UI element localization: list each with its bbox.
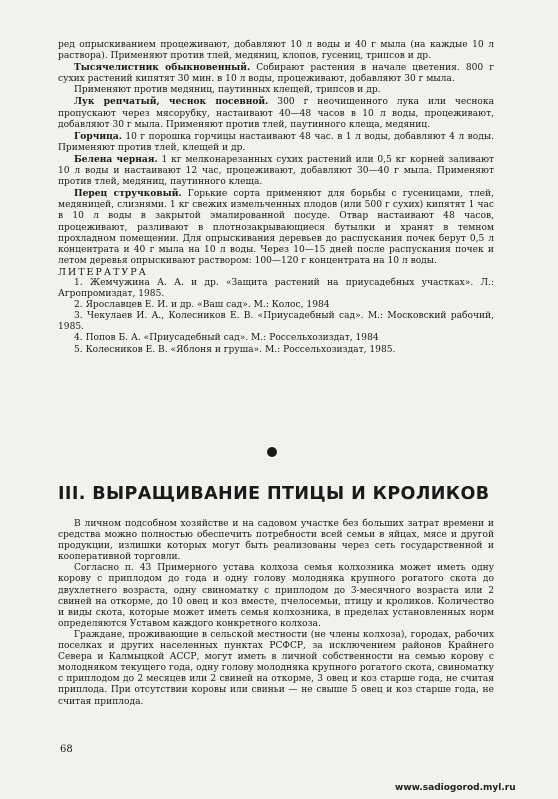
term-heading: Белена черная. — [74, 153, 158, 165]
paragraph-text: 1 кг мелконарезанных сухих растений или 0,5 кг корней заливают 10 л воды и настаивают 12 час, процеживают, добавляют 30—40 г мыла. Применяют против тлей, медяниц, паутинного клеща. — [58, 154, 495, 188]
paragraph — [58, 96, 494, 130]
reference-item: 2. Ярославцев Е. И. и др. «Ваш сад». М.: Колос, 1984 — [74, 300, 330, 311]
term-heading: Перец стручковый. — [74, 188, 182, 200]
chapter-title: III. ВЫРАЩИВАНИЕ ПТИЦЫ И КРОЛИКОВ — [58, 484, 490, 504]
reference-item: 4. Попов Б. А. «Приусадебный сад». М.: Россельхозиздат, 1984 — [74, 333, 379, 344]
section-divider-bullet — [267, 447, 277, 457]
paragraph: Согласно п. 43 Примерного устава колхоза семья колхозника может иметь одну корову с приплодом до года и одну голову молодняка крупного рогатого скота до двухлетнего возраста, одну свиноматку с приплодом до 3-месячного возраста или 2 свиней на откорме, до 10 овец и коз вместе, пчелосемьи, птицу и кроликов. Количество и виды скота, которые может иметь семья колхозника, в пределах установленных норм определяются Уставом каждого конкретного колхоза. — [58, 563, 494, 629]
page-number: 68 — [60, 744, 73, 755]
paragraph-text: Собирают растения в начале цветения. 800 г сухих растений кипятят 30 мин. в 10 л воды, процеживают, добавляют 30 г мыла. — [58, 63, 494, 85]
term-heading: Лук репчатый, чеснок посевной. — [74, 96, 269, 108]
reference-item: 3. Чекулаев И. А., Колесников Е. В. «Приусадебный сад». М.: Московский рабочий, 1985. — [58, 311, 494, 333]
paragraph — [58, 188, 494, 267]
top-text-block — [58, 40, 494, 356]
literature-heading: ЛИТЕРАТУРА — [58, 266, 148, 278]
chapter-text-block — [58, 519, 494, 708]
term-heading: Горчица. — [74, 130, 122, 142]
paragraph — [58, 154, 494, 188]
term-heading: Тысячелистник обыкновенный. — [74, 62, 251, 74]
paragraph: Граждане, проживающие в сельской местности (не члены колхоза), городах, рабочих поселках и других населенных пунктах РСФСР, за исключением районов Крайнего Севера и Калмыцкой АССР, могут иметь в личной собственности на семью корову с молодняком текущего года, одну голову молодняка крупного рогатого скота, свиноматку с приплодом до 2 месяцев или 2 свиней на откорме, 3 овец и коз старше года, не считая приплода. При отсутствии коровы или свиньи — не свыше 5 овец и коз старше года, не считая приплода. — [58, 629, 494, 707]
watermark-url: www.sadiogorod.myl.ru — [395, 783, 516, 793]
paragraph: ред опрыскиванием процеживают, добавляют 10 л воды и 40 г мыла (на каждые 10 л раствора). Применяют против тлей, медяниц, клопов, гусениц, трипсов и др. — [58, 40, 494, 62]
paragraph-text: 300 г неочищенного лука или чеснока пропускают через мясорубку, настаивают 40—48 часов в 10 л воды, процеживают, добавляют 30 г мыла. Применяют против тлей, паутинного клеща, медяниц. — [58, 97, 495, 130]
reference-item: 1. Жемчужина А. А. и др. «Защита растений на приусадебных участках». Л.: Агропромиздат, 1985. — [58, 277, 494, 300]
paragraph — [58, 131, 494, 154]
reference-item: 5. Колесников Е. В. «Яблоня и груша». М.: Россельхозиздат, 1985. — [74, 344, 396, 355]
paragraph: В личном подсобном хозяйстве и на садовом участке без больших затрат времени и средства можно полностью обеспечить потребности всей семьи в яйцах, мясе и другой продукции, излишки которых могут быть реализованы через сеть государственной и кооперативной торговли. — [58, 519, 494, 563]
paragraph-text: 10 г порошка горчицы настаивают 48 час. в 1 л воды, добавляют 4 л воды. Применяют против тлей, клещей и др. — [58, 131, 494, 153]
paragraph-text: Горькие сорта применяют для борьбы с гусеницами, тлей, медяницей, слизнями. 1 кг свежих измельченных плодов (или 500 г сухих) кипятят 1 час в 10 л воды в закрытой эмалированной посуде. Отвар настаивают 48 часов, процеживают, разливают в плотнозакрывающиеся бутылки и хранят в темном прохладном помещении. Для опрыскивания деревьев до распускания почек берут 0,5 л концентрата и 40 г мыла на 10 л воды. Через 10—15 дней после распускания почек и летом деревья опрыскивают раствором: 100—120 г концентрата на 10 л воды. — [58, 189, 495, 266]
paragraph: Применяют против медяниц, паутинных клещей, трипсов и др. — [74, 85, 381, 96]
paragraph — [58, 62, 494, 85]
